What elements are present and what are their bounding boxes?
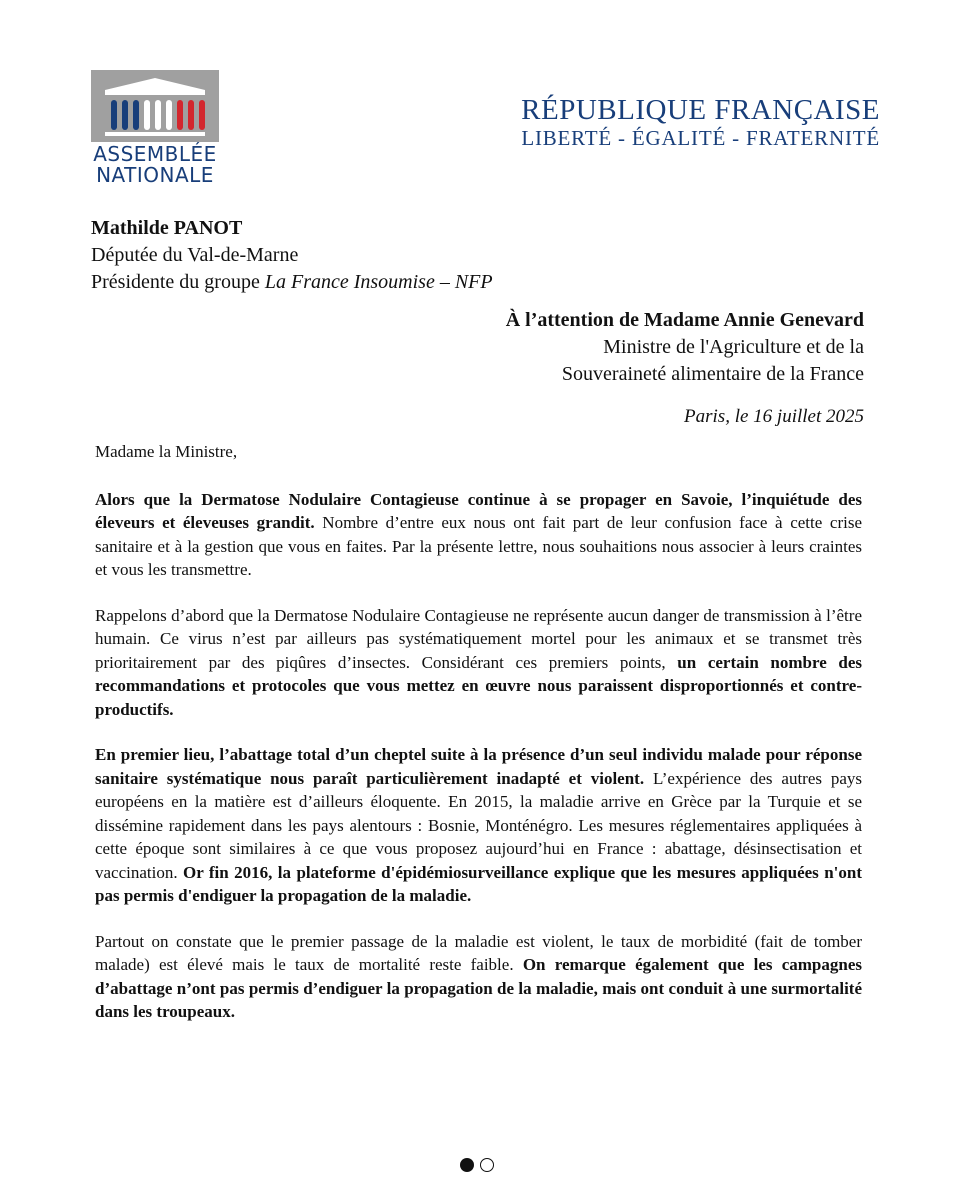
hemicycle-icon bbox=[91, 70, 219, 142]
page-dot-1[interactable] bbox=[460, 1158, 474, 1172]
paragraph-4 bbox=[95, 930, 862, 1024]
sender-name: Mathilde PANOT bbox=[91, 217, 243, 239]
letter-body bbox=[95, 440, 862, 1046]
pagination-dots bbox=[460, 1158, 494, 1172]
logo-wordmark bbox=[91, 144, 219, 186]
recipient-attention: À l’attention de Madame Annie Genevard bbox=[505, 309, 864, 331]
assemblee-nationale-logo bbox=[91, 70, 219, 186]
paragraph-1-bold: Alors que la Dermatose Nodulaire Contagieuse continue à se propager en Savoie, l’inquiétude des éleveurs et éleveuses grandit. bbox=[95, 489, 862, 532]
paragraph-3-text: L’expérience des autres pays européens en la matière est d’ailleurs éloquente. En 2015, la maladie arrive en Grèce par la Turquie et se dissémine rapidement dans les pays alentours : Bosnie, Monténégro. Les mesures réglementaires appliquées à cette époque sont similaires à ce que vous proposez aujourd’hui en France : abattage, désinsectisation et vaccination. bbox=[95, 768, 862, 882]
paragraph-2-bold: un certain nombre des recommandations et protocoles que vous mettez en œuvre nous paraissent disproportionnés et contre-productifs. bbox=[95, 652, 862, 719]
paragraph-3-bold-2: Or fin 2016, la plateforme d'épidémiosurveillance explique que les mesures appliquées n'ont pas permis d'endiguer la propagation de la maladie. bbox=[95, 862, 862, 905]
paragraph-2-text: Rappelons d’abord que la Dermatose Nodulaire Contagieuse ne représente aucun danger de transmission à l’être humain. Ce virus n’est par ailleurs pas systématiquement mortel pour les animaux et se transmet très prioritairement par des piqûres d’insectes. Considérant ces premiers points, bbox=[95, 605, 862, 672]
logo-line-1: ASSEMBLÉE bbox=[93, 142, 217, 166]
salutation: Madame la Ministre, bbox=[95, 442, 238, 461]
sender-group-name: La France Insoumise – NFP bbox=[264, 271, 493, 293]
recipient-title-2: Souveraineté alimentaire de la France bbox=[561, 363, 864, 385]
paragraph-3 bbox=[95, 743, 862, 908]
sender-group-prefix: Présidente du groupe bbox=[91, 271, 265, 293]
paragraph-1-text: Nombre d’entre eux nous ont fait part de leur confusion face à cette crise sanitaire et à la gestion que vous en faites. Par la présente lettre, nous souhaitions nous associer à leurs craintes et vous les transmettre. bbox=[95, 513, 862, 579]
logo-line-2: NATIONALE bbox=[96, 163, 214, 187]
sender-group bbox=[91, 269, 493, 296]
sender-role: Députée du Val-de-Marne bbox=[91, 244, 299, 266]
recipient-block bbox=[506, 307, 864, 388]
paragraph-1 bbox=[95, 488, 862, 582]
letter-date: Paris, le 16 juillet 2025 bbox=[684, 406, 864, 427]
paragraph-3-bold-1: En premier lieu, l’abattage total d’un cheptel suite à la présence d’un seul individu malade pour réponse sanitaire systématique nous paraît particulièrement inadapté et violent. bbox=[95, 745, 862, 788]
paragraph-2 bbox=[95, 604, 862, 722]
paragraph-4-text: Partout on constate que le premier passage de la maladie est violent, le taux de morbidité (fait de tomber malade) est élevé mais le taux de mortalité reste faible. bbox=[95, 931, 862, 974]
sender-block bbox=[91, 215, 493, 296]
republic-motto: LIBERTÉ - ÉGALITÉ - FRATERNITÉ bbox=[521, 126, 880, 150]
republic-header bbox=[521, 94, 880, 151]
page-dot-2[interactable] bbox=[480, 1158, 494, 1172]
recipient-title-1: Ministre de l'Agriculture et de la bbox=[603, 336, 864, 358]
republic-title: RÉPUBLIQUE FRANÇAISE bbox=[521, 94, 880, 126]
paragraph-4-bold: On remarque également que les campagnes d’abattage n’ont pas permis d’endiguer la propagation de la maladie, mais ont conduit à une surmortalité dans les troupeaux. bbox=[95, 955, 862, 1021]
